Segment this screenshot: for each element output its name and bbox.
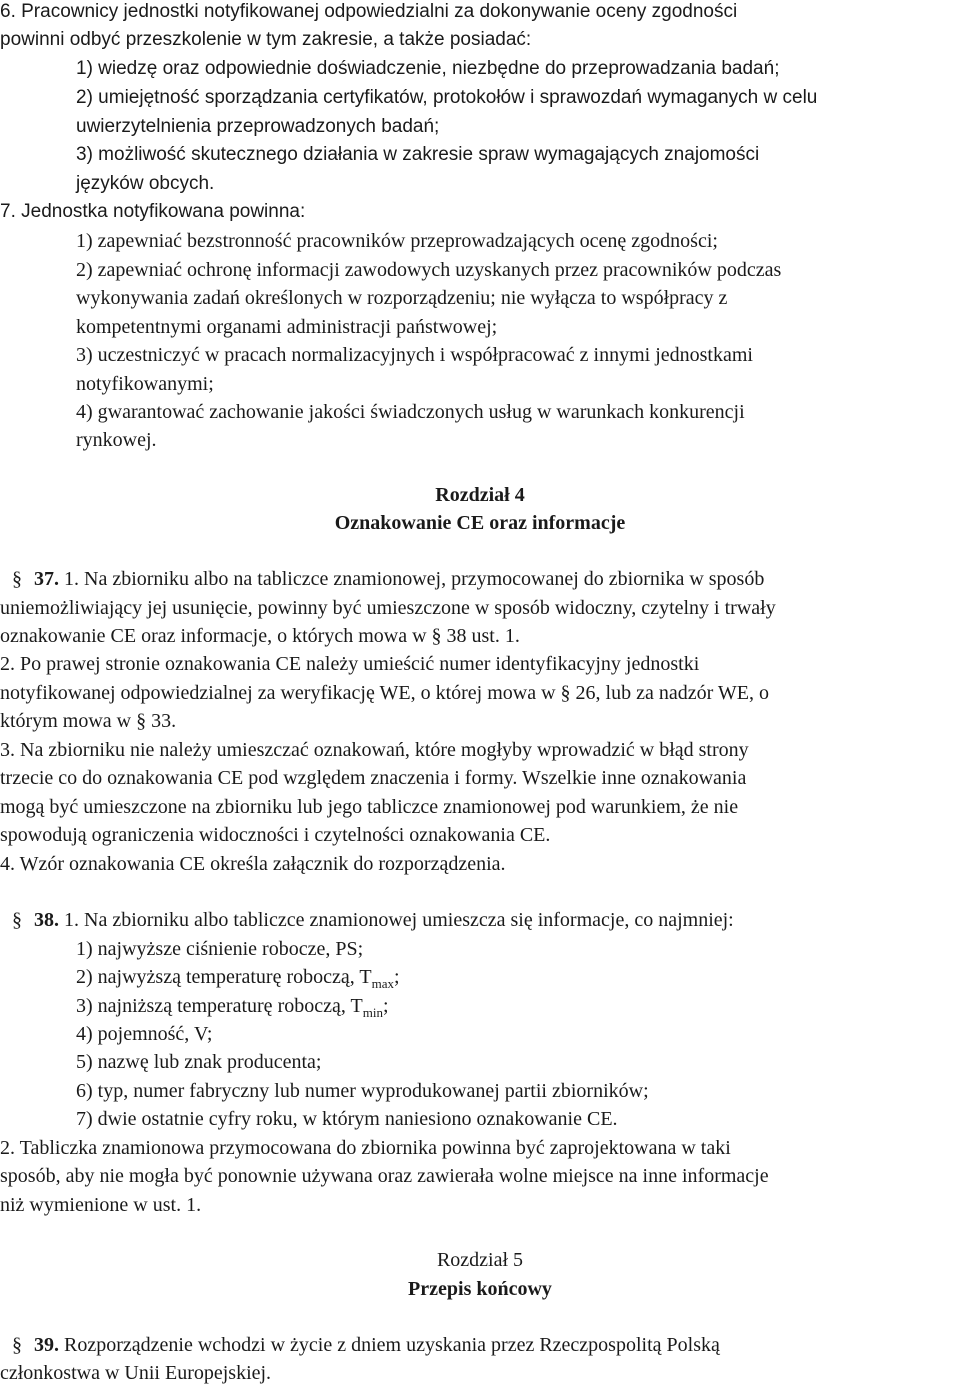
para-7-item: 2) zapewniać ochronę informacji zawodowych uzyskanych przez pracowników podczas [76, 259, 782, 281]
section-39-text: Rozporządzenie wchodzi w życie z dniem uzyskania przez Rzeczpospolitą Polską [59, 1334, 720, 1356]
chapter-4-number: Rozdział 4 [435, 484, 525, 506]
chapter-5-number: Rozdział 5 [436, 1249, 524, 1271]
item-end: ; [394, 966, 400, 988]
section-38-line [0, 908, 734, 932]
section-sign: § [12, 1334, 22, 1356]
section-39-line [0, 1333, 720, 1357]
para-6-line: 6. Pracownicy jednostki notyfikowanej odpowiedzialni za dokonywanie oceny zgodności [0, 1, 738, 22]
para-6-item: uwierzytelnienia przeprowadzonych badań; [76, 116, 440, 137]
para-7-item: 1) zapewniać bezstronność pracowników przeprowadzających ocenę zgodności; [76, 230, 718, 252]
para-6-line: powinni odbyć przeszkolenie w tym zakresie, a także posiadać: [0, 29, 532, 50]
section-37-para-3: 3. Na zbiorniku nie należy umieszczać oznakowań, które mogłyby wprowadzić w błąd strony [0, 739, 749, 761]
section-37-line: uniemożliwiający jej usunięcie, powinny być umieszczone w sposób widoczny, czytelny i trwały [0, 597, 776, 619]
section-39-number: 39. [34, 1334, 59, 1356]
para-7-item: 3) uczestniczyć w pracach normalizacyjnych i współpracować z innymi jednostkami [76, 344, 753, 366]
section-38-para-2: niż wymienione w ust. 1. [0, 1194, 202, 1216]
section-38-para-2: sposób, aby nie mogła być ponownie używana oraz zawierała wolne miejsce na inne informacje [0, 1165, 769, 1187]
section-38-item: 6) typ, numer fabryczny lub numer wyprodukowanej partii zbiorników; [76, 1080, 649, 1102]
para-7-item: notyfikowanymi; [76, 373, 214, 395]
para-7-item: rynkowej. [76, 429, 157, 451]
section-38-text: 1. Na zbiorniku albo tabliczce znamionowej umieszcza się informacje, co najmniej: [59, 909, 734, 931]
section-37-number: 37. [34, 568, 59, 590]
section-38-para-2: 2. Tabliczka znamionowa przymocowana do zbiornika powinna być zaprojektowana w taki [0, 1137, 731, 1159]
section-37-para-3: mogą być umieszczone na zbiorniku lub jego tabliczce znamionowej pod warunkiem, że nie [0, 796, 739, 818]
para-7-item: 4) gwarantować zachowanie jakości świadczonych usług w warunkach konkurencji [76, 401, 745, 423]
section-38-item-text: 3) najniższą temperaturę roboczą, T [76, 995, 363, 1017]
section-38-number: 38. [34, 909, 59, 931]
section-37-para-3: spowodują ograniczenia widoczności i czytelności oznakowania CE. [0, 824, 551, 846]
para-6-item: 3) możliwość skutecznego działania w zakresie spraw wymagających znajomości [76, 144, 760, 165]
para-6-item: 1) wiedzę oraz odpowiednie doświadczenie, niezbędne do przeprowadzania badań; [76, 58, 780, 79]
section-38-item: 4) pojemność, V; [76, 1023, 213, 1045]
section-38-item: 5) nazwę lub znak producenta; [76, 1051, 322, 1073]
section-37-para-4: 4. Wzór oznakowania CE określa załącznik do rozporządzenia. [0, 853, 506, 875]
chapter-5-title: Przepis końcowy [408, 1278, 552, 1300]
section-37-text: 1. Na zbiorniku albo na tabliczce znamionowej, przymocowanej do zbiornika w sposób [59, 568, 765, 590]
section-37-para-3: trzecie co do oznakowania CE pod względem znaczenia i formy. Wszelkie inne oznakowania [0, 767, 747, 789]
item-end: ; [382, 995, 389, 1017]
section-38-item [76, 994, 389, 1018]
section-39-line: członkostwa w Unii Europejskiej. [0, 1362, 272, 1384]
section-37-para-2: którym mowa w § 33. [0, 710, 177, 732]
para-6-item: 2) umiejętność sporządzania certyfikatów, protokołów i sprawozdań wymaganych w celu [76, 87, 818, 108]
section-38-item [76, 965, 400, 989]
section-37-line: oznakowanie CE oraz informacje, o których mowa w § 38 ust. 1. [0, 625, 520, 647]
para-7-item: kompetentnymi organami administracji państwowej; [76, 316, 498, 338]
subscript-max: max [371, 976, 394, 991]
para-7-intro: 7. Jednostka notyfikowana powinna: [0, 201, 306, 222]
subscript-min: min [362, 1005, 383, 1020]
section-38-item-text: 2) najwyższą temperaturę roboczą, T [76, 966, 372, 988]
section-sign: § [12, 909, 22, 931]
section-38-item: 1) najwyższe ciśnienie robocze, PS; [76, 938, 364, 960]
para-6-item: języków obcych. [76, 173, 215, 194]
section-37-para-2: notyfikowanej odpowiedzialnej za weryfikację WE, o której mowa w § 26, lub za nadzór WE, o [0, 682, 770, 704]
section-37-line [0, 567, 764, 591]
section-37-para-2: 2. Po prawej stronie oznakowania CE należy umieścić numer identyfikacyjny jednostki [0, 653, 700, 675]
chapter-4-title: Oznakowanie CE oraz informacje [334, 512, 626, 534]
para-7-item: wykonywania zadań określonych w rozporządzeniu; nie wyłącza to współpracy z [76, 287, 728, 309]
section-sign: § [12, 568, 22, 590]
section-38-item: 7) dwie ostatnie cyfry roku, w którym naniesiono oznakowanie CE. [76, 1108, 618, 1130]
